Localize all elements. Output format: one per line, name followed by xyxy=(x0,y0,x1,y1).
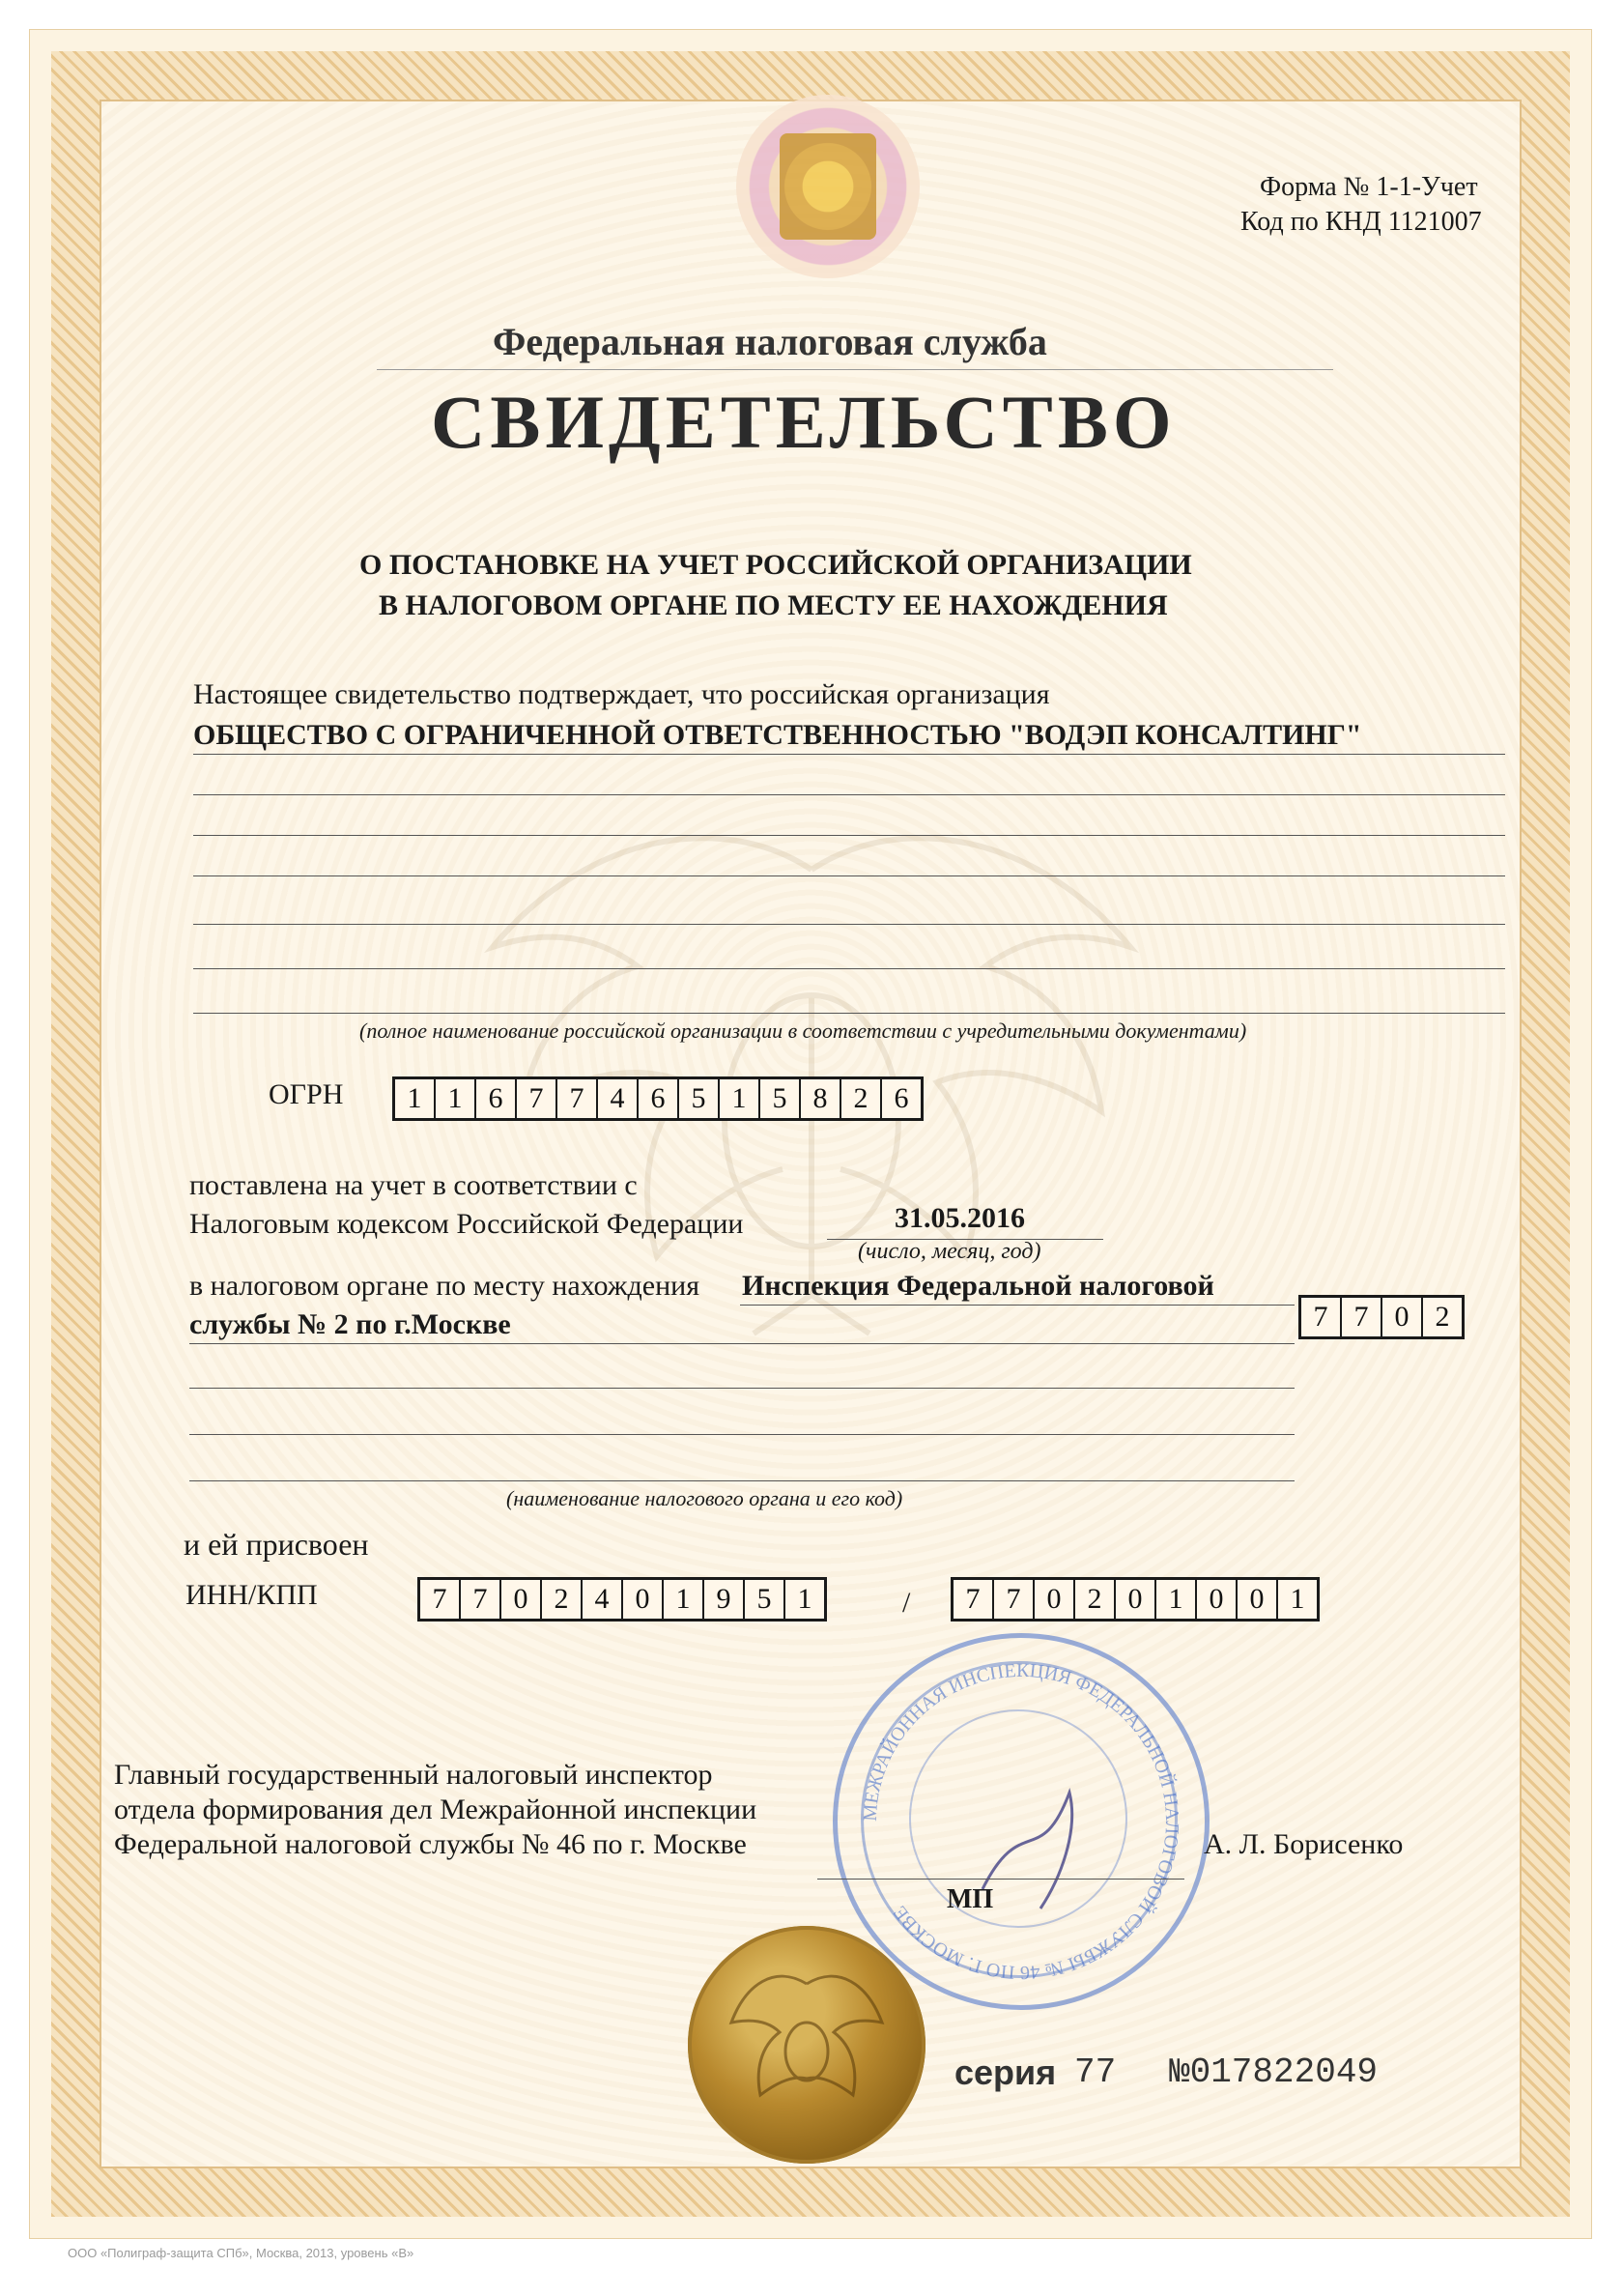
ogrn-digit-5: 7 xyxy=(557,1079,598,1118)
authority-label: в налоговом органе по месту нахождения xyxy=(189,1270,700,1302)
ogrn-label: ОГРН xyxy=(269,1078,344,1110)
series-value: 77 xyxy=(1074,2052,1117,2092)
assigned-text: и ей присвоен xyxy=(184,1527,369,1562)
inn-digit-1: 7 xyxy=(420,1580,461,1619)
inn-digit-6: 0 xyxy=(623,1580,664,1619)
signer-title-1: Главный государственный налоговый инспектор xyxy=(114,1759,713,1791)
gold-seal-icon xyxy=(688,1926,925,2164)
authority-underline-1 xyxy=(740,1305,1295,1306)
ogrn-digit-10: 5 xyxy=(760,1079,801,1118)
inn-digit-boxes xyxy=(417,1577,827,1622)
inn-digit-2: 7 xyxy=(461,1580,501,1619)
ogrn-digit-9: 1 xyxy=(720,1079,760,1118)
ogrn-digit-7: 6 xyxy=(639,1079,679,1118)
org-line-1 xyxy=(193,754,1505,755)
authority-line-3 xyxy=(189,1388,1295,1389)
inn-digit-8: 9 xyxy=(704,1580,745,1619)
ogrn-digit-boxes xyxy=(392,1076,924,1121)
ogrn-digit-3: 6 xyxy=(476,1079,517,1118)
authority-code-digit-2: 7 xyxy=(1342,1298,1382,1336)
document-title: СВИДЕТЕЛЬСТВО xyxy=(431,380,1177,464)
inn-kpp-separator: / xyxy=(902,1587,911,1619)
ogrn-digit-13: 6 xyxy=(894,1082,909,1114)
inn-digit-7: 1 xyxy=(664,1580,704,1619)
certificate-number: №017822049 xyxy=(1169,2052,1379,2092)
authority-line-4 xyxy=(189,1434,1295,1435)
ogrn-digit-12: 2 xyxy=(841,1079,882,1118)
authority-code-boxes xyxy=(1298,1295,1465,1339)
coat-of-arms-icon xyxy=(780,133,876,240)
signature-line xyxy=(817,1879,1184,1880)
printer-info: ООО «Полиграф-защита СПб», Москва, 2013, уровень «В» xyxy=(68,2246,414,2260)
kpp-digit-3: 0 xyxy=(1035,1580,1075,1619)
authority-name-part-1: Инспекция Федеральной налоговой xyxy=(742,1270,1214,1302)
ogrn-digit-11: 8 xyxy=(801,1079,841,1118)
kpp-digit-9: 1 xyxy=(1290,1583,1305,1615)
org-line-4 xyxy=(193,875,1505,876)
authority-line-5 xyxy=(189,1480,1295,1481)
series-label: серия xyxy=(954,2052,1057,2092)
date-caption: (число, месяц, год) xyxy=(858,1239,1041,1264)
registration-date: 31.05.2016 xyxy=(895,1202,1025,1234)
organization-name: ОБЩЕСТВО С ОГРАНИЧЕННОЙ ОТВЕТСТВЕННОСТЬЮ "ВОДЭП КОНСАЛТИНГ" xyxy=(193,719,1362,751)
registered-text-2: Налоговым кодексом Российской Федерации xyxy=(189,1208,744,1240)
signer-title-3: Федеральной налоговой службы № 46 по г. Москве xyxy=(114,1828,747,1860)
ogrn-digit-1: 1 xyxy=(395,1079,436,1118)
org-name-caption: (полное наименование российской организации в соответствии с учредительными документами) xyxy=(359,1019,1247,1043)
kpp-digit-6: 1 xyxy=(1156,1580,1197,1619)
agency-name: Федеральная налоговая служба xyxy=(493,320,1047,363)
subtitle-line-2: В НАЛОГОВОМ ОРГАНЕ ПО МЕСТУ ЕЕ НАХОЖДЕНИЯ xyxy=(379,589,1168,621)
authority-code-digit-4: 2 xyxy=(1435,1301,1450,1333)
kpp-digit-4: 2 xyxy=(1075,1580,1116,1619)
authority-underline-2 xyxy=(189,1343,1295,1344)
mp-mark: МП xyxy=(947,1884,994,1914)
org-line-7 xyxy=(193,1013,1505,1014)
authority-caption: (наименование налогового органа и его код) xyxy=(506,1486,903,1510)
kpp-digit-8: 0 xyxy=(1238,1580,1278,1619)
kpp-digit-5: 0 xyxy=(1116,1580,1156,1619)
hologram-emblem-icon xyxy=(736,95,920,278)
ogrn-digit-4: 7 xyxy=(517,1079,557,1118)
inn-digit-4: 2 xyxy=(542,1580,583,1619)
intro-text: Настоящее свидетельство подтверждает, что российская организация xyxy=(193,678,1050,710)
kpp-digit-1: 7 xyxy=(954,1580,994,1619)
signature-mark xyxy=(982,1793,1072,1909)
inn-digit-10: 1 xyxy=(797,1583,812,1615)
agency-underline xyxy=(377,369,1333,370)
signer-name: А. Л. Борисенко xyxy=(1204,1828,1404,1860)
ogrn-digit-2: 1 xyxy=(436,1079,476,1118)
inn-kpp-label: ИНН/КПП xyxy=(185,1579,318,1611)
org-line-3 xyxy=(193,835,1505,836)
registered-text-1: поставлена на учет в соответствии с xyxy=(189,1169,638,1201)
ogrn-digit-8: 5 xyxy=(679,1079,720,1118)
org-line-5 xyxy=(193,924,1505,925)
stamp-text: МЕЖРАЙОННАЯ ИНСПЕКЦИЯ ФЕДЕРАЛЬНОЙ НАЛОГОВОЙ СЛУЖБЫ № 46 ПО Г. МОСКВЕ xyxy=(859,1659,1183,1984)
authority-code-digit-3: 0 xyxy=(1382,1298,1423,1336)
inn-digit-3: 0 xyxy=(501,1580,542,1619)
ogrn-digit-6: 4 xyxy=(598,1079,639,1118)
subtitle-line-1: О ПОСТАНОВКЕ НА УЧЕТ РОССИЙСКОЙ ОРГАНИЗАЦИИ xyxy=(359,549,1192,581)
inn-digit-5: 4 xyxy=(583,1580,623,1619)
inn-digit-9: 5 xyxy=(745,1580,785,1619)
signer-title-2: отдела формирования дел Межрайонной инспекции xyxy=(114,1794,757,1825)
knd-code: Код по КНД 1121007 xyxy=(1240,207,1482,237)
kpp-digit-7: 0 xyxy=(1197,1580,1238,1619)
authority-name-part-2: службы № 2 по г.Москве xyxy=(189,1308,511,1340)
form-number: Форма № 1-1-Учет xyxy=(1260,172,1478,202)
kpp-digit-2: 7 xyxy=(994,1580,1035,1619)
authority-code-digit-1: 7 xyxy=(1301,1298,1342,1336)
org-line-6 xyxy=(193,968,1505,969)
kpp-digit-boxes xyxy=(951,1577,1320,1622)
org-line-2 xyxy=(193,794,1505,795)
